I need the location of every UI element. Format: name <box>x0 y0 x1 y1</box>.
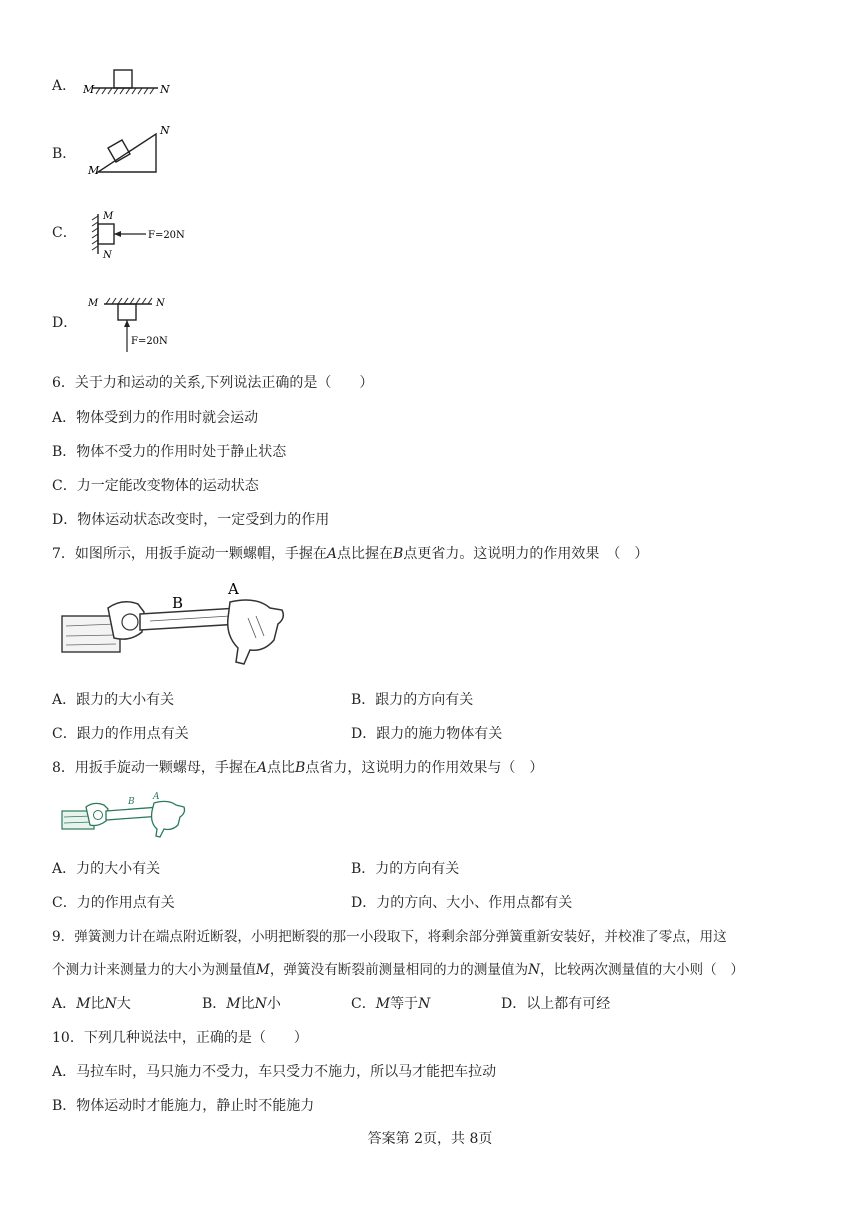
svg-text:N: N <box>103 250 112 261</box>
label-n: N <box>160 83 170 96</box>
q8-option-b[interactable]: B．力的方向有关 <box>351 861 460 877</box>
q7-option-a[interactable]: A．跟力的大小有关 <box>52 692 175 708</box>
q10-option-a[interactable]: A．马拉车时，马只施力不受力，车只受力不施力，所以马才能把车拉动 <box>52 1064 497 1080</box>
q10-option-b[interactable]: B．物体运动时才能施力，静止时不能施力 <box>52 1098 315 1114</box>
q7-stem: 7．如图所示，用扳手旋动一颗螺帽，手握在A点比握在B点更省力。这说明力的作用效果 （ ） <box>52 546 649 562</box>
q10-stem: 10．下列几种说法中，正确的是（ ） <box>52 1030 308 1046</box>
svg-text:M: M <box>103 211 114 222</box>
q9-option-a[interactable]: A．M比N大 <box>52 996 131 1012</box>
q5-diagram-c <box>86 206 196 262</box>
q5-option-d-label: D． <box>52 315 78 331</box>
q6-stem: 6．关于力和运动的关系,下列说法正确的是（ ） <box>52 375 374 391</box>
q5-option-c-label: C． <box>52 225 77 241</box>
svg-text:M: M <box>88 298 99 309</box>
q9-stem-line1: 9．弹簧测力计在端点附近断裂，小明把断裂的那一小段取下，将剩余部分弹簧重新安装好，并校准了零点，用这 <box>52 929 727 945</box>
q6-option-b[interactable]: B．物体不受力的作用时处于静止状态 <box>52 444 287 460</box>
q9-option-d[interactable]: D．以上都有可经 <box>501 996 611 1012</box>
svg-text:M: M <box>88 164 100 177</box>
q6-option-a[interactable]: A．物体受到力的作用时就会运动 <box>52 410 259 426</box>
svg-text:F=20N: F=20N <box>148 230 185 241</box>
q9-option-c[interactable]: C．M等于N <box>351 996 431 1012</box>
q7-option-b[interactable]: B．跟力的方向有关 <box>351 692 474 708</box>
q9-option-b[interactable]: B．M比N小 <box>202 996 281 1012</box>
q8-option-a[interactable]: A．力的大小有关 <box>52 861 161 877</box>
q6-option-c[interactable]: C．力一定能改变物体的运动状态 <box>52 478 259 494</box>
svg-text:B: B <box>128 797 135 807</box>
q6-option-d[interactable]: D．物体运动状态改变时，一定受到力的作用 <box>52 512 330 528</box>
q8-option-d[interactable]: D．力的方向、大小、作用点都有关 <box>351 895 573 911</box>
svg-text:N: N <box>160 124 170 137</box>
q5-option-b-label: B． <box>52 146 77 162</box>
q5-diagram-d <box>86 292 186 356</box>
q8-option-c[interactable]: C．力的作用点有关 <box>52 895 175 911</box>
q8-wrench-figure <box>60 791 190 839</box>
q5-diagram-a <box>82 66 178 98</box>
q5-diagram-b <box>86 122 176 178</box>
label-b: B <box>172 594 184 612</box>
svg-text:N: N <box>156 298 165 309</box>
q7-option-c[interactable]: C．跟力的作用点有关 <box>52 726 189 742</box>
label-a: A <box>228 580 239 598</box>
label-m: M <box>83 83 95 96</box>
page-footer: 答案第 2页，共 8页 <box>367 1131 493 1147</box>
svg-text:F=20N: F=20N <box>131 336 168 347</box>
q8-stem: 8．用扳手旋动一颗螺母，手握在A点比B点省力，这说明力的作用效果与（ ） <box>52 760 544 776</box>
q7-wrench-figure <box>60 578 292 670</box>
q7-option-d[interactable]: D．跟力的施力物体有关 <box>351 726 503 742</box>
q9-stem-line2: 个测力计来测量力的大小为测量值M，弹簧没有断裂前测量相同的力的测量值为N，比较两次测量值的大小则（ ） <box>52 962 744 978</box>
svg-text:A: A <box>153 792 160 802</box>
q5-option-a-label: A． <box>52 78 77 94</box>
